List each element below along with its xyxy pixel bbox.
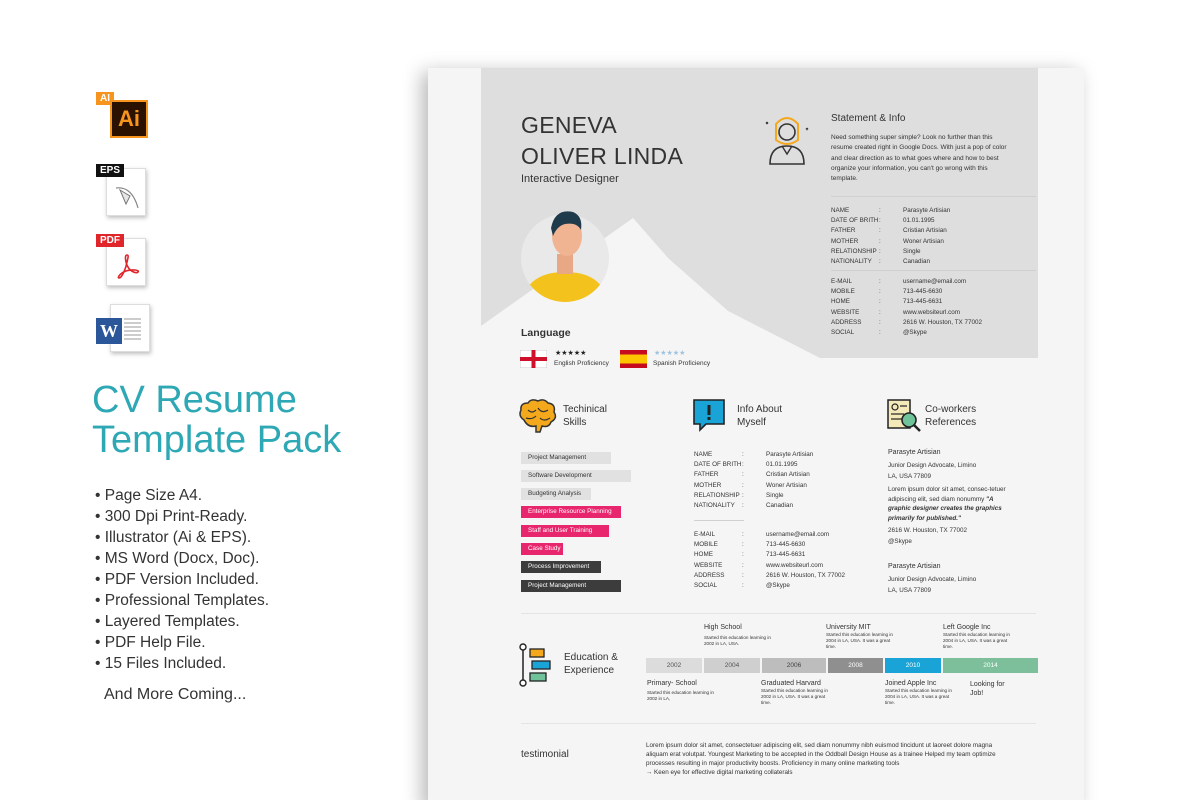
feature-item: • MS Word (Docx, Doc).	[95, 548, 269, 569]
reference-name: Parasyte Artisian	[888, 449, 941, 456]
reference-quote: Lorem ipsum dolor sit amet, consec-tetuer adipiscing elit, sed diam nonummy "A graphic designer creates the graphics primarily for published."	[888, 486, 1006, 522]
divider	[521, 723, 1036, 724]
statement-title: Statement & Info	[831, 113, 906, 124]
pen-tool-icon	[112, 182, 142, 212]
reference-contact: 2616 W. Houston, TX 77002 @Skype	[888, 527, 967, 545]
timeline-desc: Started this education learning in 2004 in LA, USA. It was a great time.	[885, 688, 952, 705]
candidate-role: Interactive Designer	[521, 173, 619, 185]
references-title: Co-workers References	[925, 404, 977, 428]
header-contact-info: E-MAIL : username@email.com MOBILE : 713-445-6630 HOME : 713-445-6631 WEBSITE : www.websiteurl.com ADDRESS : 2616 W. Houston, TX 77002 SOCIAL : @Skype	[831, 278, 982, 337]
timeline-desc: Started this education learning in 2002 in LA,	[647, 690, 714, 701]
eps-tag: EPS	[96, 164, 124, 177]
statement-body: Need something super simple? Look no further than this resume created right in Google Docs. With just a pop of color and clear direction as to what goes where and how to best organize your information, you can't go wrong with this template.	[831, 134, 1007, 183]
skill-bar: Project Management	[521, 580, 621, 592]
pack-title: CV Resume Template Pack	[92, 379, 342, 461]
timeline-label: Left Google Inc	[943, 624, 991, 631]
header-personal-info: NAME : Parasyte Artisian DATE OF BRITH : 01.01.1995 FATHER : Cristian Artisian MOTHER : Woner Artisian RELATIONSHIP : Single NATIONALITY : Canadian	[831, 207, 951, 266]
more-coming-text: And More Coming...	[104, 686, 247, 703]
feature-item: • Page Size A4.	[95, 485, 269, 506]
pdf-tag: PDF	[96, 234, 124, 247]
resume-preview	[428, 68, 1084, 800]
feature-list	[95, 485, 269, 674]
spain-flag-icon	[620, 350, 647, 368]
person-icon	[764, 114, 810, 166]
english-stars: ★★★★★	[555, 350, 587, 357]
skill-bar: Enterprise Resource Planning	[521, 506, 621, 518]
timeline-label: Looking for Job!	[970, 681, 1005, 697]
ai-tag: AI	[96, 92, 114, 105]
timeline-label: Primary- School	[647, 680, 697, 687]
info-contact: E-MAIL : username@email.com MOBILE : 713-445-6630 HOME : 713-445-6631 WEBSITE : www.websiteurl.com ADDRESS : 2616 W. Houston, TX 77002 SOCIAL : @Skype	[694, 531, 845, 590]
timeline-label: Graduated Harvard	[761, 680, 821, 687]
brain-icon	[516, 398, 558, 434]
reference-document-icon	[886, 398, 922, 434]
chat-info-icon	[692, 398, 726, 432]
reference-role: Junior Design Advocate, Limino LA, USA 77809	[888, 462, 977, 480]
candidate-name: GENEVA OLIVER LINDA	[521, 112, 684, 169]
timeline-year: 2014	[943, 658, 1038, 673]
feature-item: • Layered Templates.	[95, 611, 269, 632]
skill-bar: Case Study	[521, 543, 563, 555]
reference-name: Parasyte Artisian	[888, 563, 941, 570]
timeline-year: 2004	[704, 658, 760, 673]
education-title: Education & Experience	[564, 652, 618, 676]
reference-role: Junior Design Advocate, Limino LA, USA 77809	[888, 576, 977, 594]
eps-file-icon	[96, 164, 150, 218]
england-flag-icon	[520, 350, 547, 368]
testimonial-body: Lorem ipsum dolor sit amet, consectetuer adipiscing elit, sed diam nonummy nibh euismod tincidunt ut laoreet dolore magna aliquam erat volutpat. Youngest Marketing to be accepted in the Oddball Design House as a trainee Helped my team optimize processes resulting in major productivity boosts. Proficiency in many online marketing tools → Keen eye for effective digital marketing collaterals	[646, 742, 996, 776]
timeline-desc: Started this education learning in 2004 in LA, USA. It was a great time.	[826, 632, 893, 649]
timeline-year: 2002	[646, 658, 702, 673]
testimonial-title: testimonial	[521, 749, 569, 760]
skill-bar: Budgeting Analysis	[521, 488, 591, 500]
timeline-year: 2010	[885, 658, 941, 673]
ai-glyph: Ai	[110, 100, 148, 138]
info-personal: NAME : Parasyte Artisian DATE OF BRITH : 01.01.1995 FATHER : Cristian Artisian MOTHER : Woner Artisian RELATIONSHIP : Single NATIONALITY : Canadian	[694, 451, 814, 510]
feature-item: • PDF Version Included.	[95, 569, 269, 590]
skill-bar: Staff and User Training	[521, 525, 609, 537]
spanish-proficiency: Spanish Proficiency	[653, 360, 711, 367]
timeline-desc: Started this education learning in 2004 in LA, USA. It was a great time.	[943, 632, 1010, 649]
timeline-desc: Started this education learning in 2002 in LA, USA. It was a great time.	[761, 688, 828, 705]
divider	[831, 196, 1036, 197]
language-title: Language	[521, 327, 571, 339]
skill-bar: Project Management	[521, 452, 611, 464]
skill-bar: Software Development	[521, 470, 631, 482]
feature-item: • 15 Files Included.	[95, 653, 269, 674]
divider	[831, 270, 1036, 271]
skills-title: Techinical Skills	[563, 404, 607, 428]
spanish-stars: ★★★★★	[654, 350, 686, 357]
feature-item: • 300 Dpi Print-Ready.	[95, 506, 269, 527]
feature-item: • PDF Help File.	[95, 632, 269, 653]
word-glyph: W	[96, 318, 122, 344]
divider	[694, 520, 744, 521]
timeline-year: 2006	[762, 658, 826, 673]
avatar	[517, 206, 613, 310]
timeline-label: High School	[704, 624, 742, 631]
word-file-icon	[96, 300, 150, 354]
info-title: Info About Myself	[737, 404, 783, 428]
feature-item: • Illustrator (Ai & EPS).	[95, 527, 269, 548]
acrobat-icon	[114, 252, 142, 280]
divider	[521, 613, 1036, 614]
english-proficiency: English Proficiency	[554, 360, 609, 367]
pdf-file-icon	[96, 234, 150, 288]
timeline-icon	[518, 643, 552, 687]
timeline-year: 2008	[828, 658, 883, 673]
ai-file-icon	[96, 92, 150, 146]
feature-item: • Professional Templates.	[95, 590, 269, 611]
timeline-label: Joined Apple Inc	[885, 680, 937, 687]
timeline-label: University MIT	[826, 624, 871, 631]
timeline-desc: Started this education learning in 2002 in LA, USA.	[704, 635, 771, 646]
skill-bar: Process Improvement	[521, 561, 601, 573]
